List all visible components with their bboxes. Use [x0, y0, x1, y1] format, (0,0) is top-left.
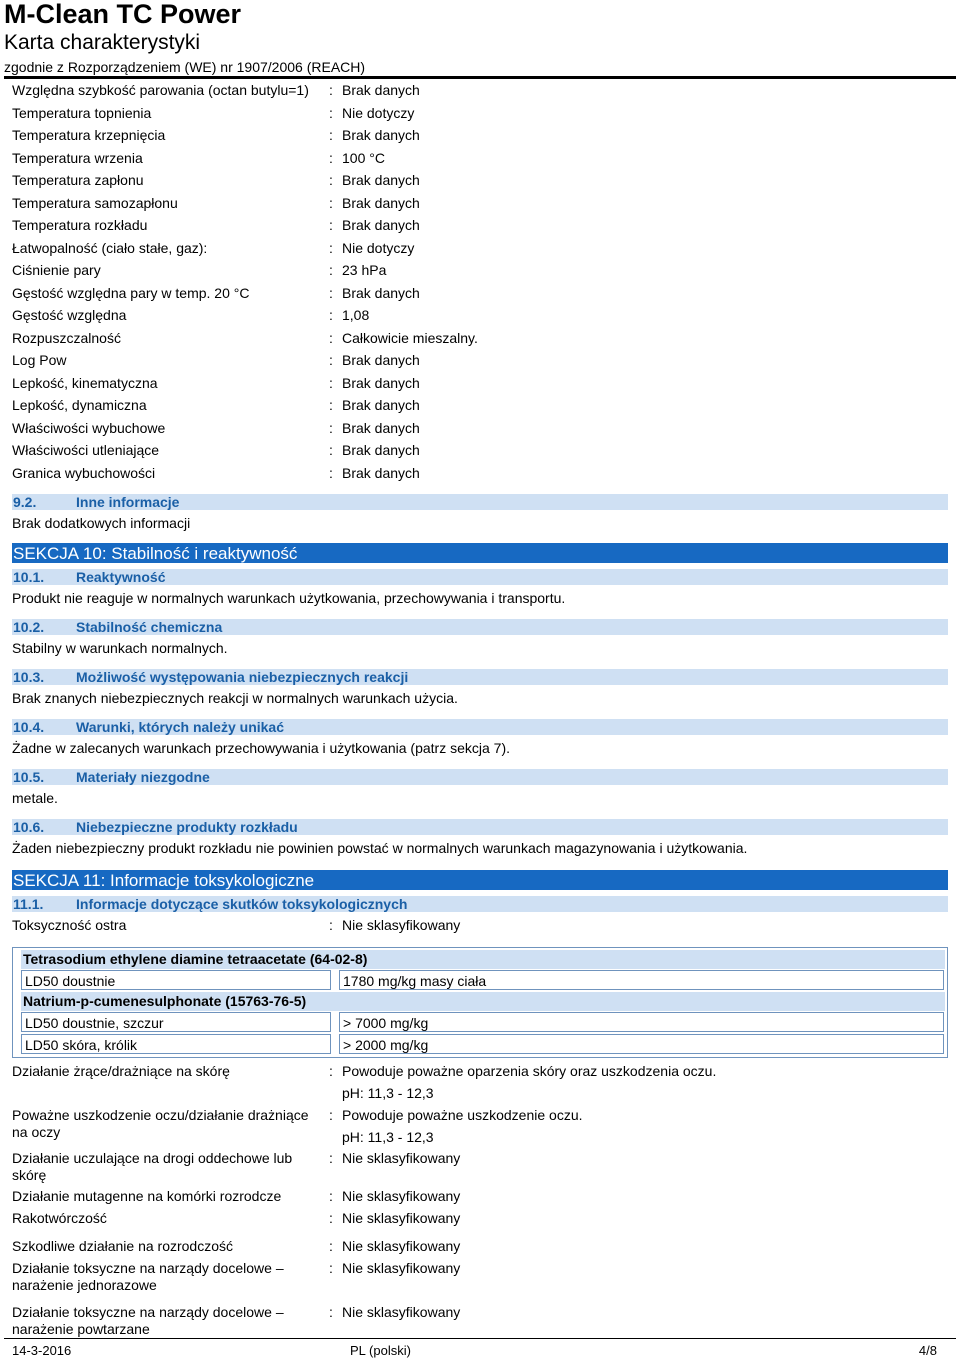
property-value: Brak danych	[342, 284, 420, 301]
subsection-title: Warunki, których należy unikać	[76, 719, 284, 735]
hazard-label: Szkodliwe działanie na rozrodczość	[12, 1237, 233, 1254]
hazard-label: Działanie żrące/drażniące na skórę	[12, 1062, 230, 1079]
property-colon: :	[329, 104, 333, 121]
subsection-heading	[12, 569, 948, 585]
page-content	[12, 79, 948, 1338]
property-value: 100 °C	[342, 149, 385, 166]
property-label: Ciśnienie pary	[12, 262, 101, 278]
hazard-colon: :	[329, 1187, 333, 1204]
hazard-colon: :	[329, 1209, 333, 1226]
subsection-number: 10.4.	[13, 719, 45, 735]
property-value: Brak danych	[342, 127, 420, 143]
property-value: Brak danych	[342, 419, 420, 436]
table-cell-value: > 7000 mg/kg	[339, 1012, 944, 1032]
hazard-label: Działanie toksyczne na narządy docelowe – narażenie powtarzane	[12, 1303, 284, 1337]
property-value: Całkowicie mieszalny.	[342, 329, 478, 346]
property-row	[12, 169, 948, 192]
subsection-heading	[12, 669, 948, 685]
subsection-number: 10.5.	[13, 769, 45, 785]
property-row	[12, 147, 948, 170]
hazard-row	[12, 1304, 948, 1338]
property-colon: :	[329, 464, 333, 481]
subsection-heading	[12, 819, 948, 835]
property-row	[12, 214, 948, 237]
section-10-heading: SEKCJA 10: Stabilność i reaktywność	[12, 543, 948, 563]
hazard-row	[12, 1150, 948, 1188]
hazard-colon: :	[329, 1237, 333, 1254]
section-11-heading: SEKCJA 11: Informacje toksykologiczne	[12, 870, 948, 890]
property-label: Właściwości utleniające	[12, 442, 160, 458]
table-cell-key: LD50 doustnie	[21, 970, 331, 990]
property-row	[12, 417, 948, 440]
property-colon: :	[329, 149, 333, 166]
property-colon: :	[329, 239, 333, 256]
property-label: Rozpuszczalność	[12, 329, 121, 346]
hazard-row	[12, 1238, 948, 1260]
hazard-ph: pH: 11,3 - 12,3	[342, 1084, 434, 1101]
property-label: Granica wybuchowości	[12, 464, 156, 481]
property-row	[12, 349, 948, 372]
hazard-value: Nie sklasyfikowany	[342, 1149, 461, 1166]
property-label: Log Pow	[12, 352, 67, 368]
hazard-label: Działanie mutagenne na komórki rozrodcze	[12, 1187, 282, 1204]
property-label: Lepkość, dynamiczna	[12, 397, 147, 413]
property-colon: :	[329, 419, 333, 436]
property-colon: :	[329, 262, 333, 278]
substance-name: Tetrasodium ethylene diamine tetraacetate (64-02-8)	[21, 950, 945, 969]
hazard-label: Poważne uszkodzenie oczu/działanie drażniące na oczy	[12, 1106, 309, 1140]
property-row	[12, 259, 948, 282]
subsection-title: Reaktywność	[76, 569, 166, 585]
property-label: Temperatura rozkładu	[12, 217, 148, 233]
hazard-value: Nie sklasyfikowany	[342, 1303, 461, 1320]
document-subtitle: Karta charakterystyki	[4, 31, 201, 54]
subsection-text: Brak znanych niebezpiecznych reakcji w normalnych warunkach użycia.	[12, 690, 458, 706]
property-row	[12, 282, 948, 305]
document-language: PL (polski)	[350, 1343, 411, 1358]
footer-rule	[4, 1338, 956, 1339]
property-row	[12, 192, 948, 215]
property-label: Temperatura zapłonu	[12, 172, 144, 188]
property-value: Brak danych	[342, 194, 420, 211]
property-colon: :	[329, 397, 333, 413]
hazard-label: Działanie toksyczne na narządy docelowe – narażenie jednorazowe	[12, 1259, 284, 1293]
property-value: Brak danych	[342, 374, 420, 391]
row-colon: :	[329, 917, 333, 933]
property-value: Nie dotyczy	[342, 239, 415, 256]
table-cell-value: 1780 mg/kg masy ciała	[339, 970, 944, 990]
acute-toxicity-row	[12, 914, 948, 937]
property-colon: :	[329, 329, 333, 346]
revision-date: 14-3-2016	[12, 1343, 72, 1358]
property-value: Brak danych	[342, 442, 420, 458]
property-row	[12, 237, 948, 260]
property-value: Brak danych	[342, 464, 420, 481]
subsection-9-2-heading	[12, 494, 948, 510]
subsection-number: 10.3.	[13, 669, 45, 685]
table-cell-key: LD50 skóra, królik	[21, 1034, 331, 1054]
hazard-value: Powoduje poważne oparzenia skóry oraz uszkodzenia oczu.	[342, 1062, 717, 1079]
property-colon: :	[329, 307, 333, 323]
table-cell-key: LD50 doustnie, szczur	[21, 1012, 331, 1032]
table-cell-value: > 2000 mg/kg	[339, 1034, 944, 1054]
subsection-number: 10.1.	[13, 569, 45, 585]
subsection-11-1-heading	[12, 896, 948, 912]
hazard-colon: :	[329, 1303, 333, 1320]
property-label: Łatwopalność (ciało stałe, gaz):	[12, 239, 208, 256]
table-row	[21, 1012, 945, 1033]
subsection-text: Stabilny w warunkach normalnych.	[12, 640, 228, 656]
hazard-row	[12, 1063, 948, 1107]
property-value: Brak danych	[342, 352, 420, 368]
property-colon: :	[329, 374, 333, 391]
subsection-heading	[12, 619, 948, 635]
hazard-colon: :	[329, 1259, 333, 1276]
property-row	[12, 462, 948, 485]
hazard-row	[12, 1210, 948, 1238]
property-row	[12, 439, 948, 462]
subsection-title: Niebezpieczne produkty rozkładu	[76, 819, 298, 835]
subsection-text: Produkt nie reaguje w normalnych warunkach użytkowania, przechowywania i transportu.	[12, 590, 566, 606]
regulation-note: zgodnie z Rozporządzeniem (WE) nr 1907/2006 (REACH)	[4, 59, 366, 75]
toxicity-table	[12, 947, 948, 1058]
subsection-heading	[12, 769, 948, 785]
property-colon: :	[329, 442, 333, 458]
properties-list	[12, 79, 948, 484]
property-label: Temperatura wrzenia	[12, 149, 143, 166]
property-label: Gęstość względna	[12, 307, 127, 323]
property-value: Brak danych	[342, 82, 420, 98]
document-header	[4, 0, 956, 76]
subsection-title: Możliwość występowania niebezpiecznych reakcji	[76, 669, 409, 685]
property-label: Temperatura krzepnięcia	[12, 127, 166, 143]
property-row	[12, 327, 948, 350]
subsection-title: Stabilność chemiczna	[76, 619, 223, 635]
hazard-value: Nie sklasyfikowany	[342, 1187, 461, 1204]
property-value: Brak danych	[342, 172, 420, 188]
hazard-colon: :	[329, 1106, 333, 1123]
property-row	[12, 372, 948, 395]
subsection-number: 10.6.	[13, 819, 45, 835]
product-title: M-Clean TC Power	[4, 0, 242, 29]
property-colon: :	[329, 82, 333, 98]
property-label: Względna szybkość parowania (octan butylu=1)	[12, 82, 309, 98]
hazard-row	[12, 1188, 948, 1210]
row-value: Nie sklasyfikowany	[342, 917, 461, 933]
subsection-title: Inne informacje	[76, 494, 180, 510]
property-value: 23 hPa	[342, 262, 387, 278]
hazard-ph: pH: 11,3 - 12,3	[342, 1128, 434, 1145]
property-label: Temperatura samozapłonu	[12, 194, 178, 211]
hazard-label: Działanie uczulające na drogi oddechowe lub skórę	[12, 1149, 293, 1183]
property-row	[12, 394, 948, 417]
table-row	[21, 1034, 945, 1055]
property-value: Brak danych	[342, 217, 420, 233]
subsection-9-2-text: Brak dodatkowych informacji	[12, 515, 191, 531]
hazard-list	[12, 1063, 948, 1338]
property-label: Właściwości wybuchowe	[12, 419, 166, 436]
subsection-number: 11.1.	[13, 896, 44, 912]
property-row	[12, 79, 948, 102]
property-colon: :	[329, 194, 333, 211]
property-label: Gęstość względna pary w temp. 20 °C	[12, 284, 250, 301]
property-colon: :	[329, 127, 333, 143]
subsection-text: Żaden niebezpieczny produkt rozkładu nie powinien powstać w normalnych warunkach magazynowania i użytkowania.	[12, 840, 748, 856]
hazard-value: Powoduje poważne uszkodzenie oczu.	[342, 1106, 583, 1123]
hazard-colon: :	[329, 1149, 333, 1166]
section-10-body	[12, 569, 948, 858]
property-value: Brak danych	[342, 397, 420, 413]
property-value: Nie dotyczy	[342, 104, 415, 121]
property-label: Lepkość, kinematyczna	[12, 374, 158, 391]
subsection-title: Materiały niezgodne	[76, 769, 210, 785]
hazard-colon: :	[329, 1062, 333, 1079]
hazard-value: Nie sklasyfikowany	[342, 1237, 461, 1254]
substance-name: Natrium-p-cumenesulphonate (15763-76-5)	[21, 992, 945, 1011]
subsection-heading	[12, 719, 948, 735]
row-label: Toksyczność ostra	[12, 917, 127, 933]
property-value: 1,08	[342, 307, 370, 323]
property-row	[12, 304, 948, 327]
hazard-row	[12, 1107, 948, 1150]
hazard-value: Nie sklasyfikowany	[342, 1259, 461, 1276]
hazard-label: Rakotwórczość	[12, 1209, 107, 1226]
property-label: Temperatura topnienia	[12, 104, 152, 121]
property-colon: :	[329, 172, 333, 188]
hazard-value: Nie sklasyfikowany	[342, 1209, 461, 1226]
property-colon: :	[329, 284, 333, 301]
subsection-number: 9.2.	[13, 494, 37, 510]
page-number: 4/8	[918, 1343, 937, 1358]
property-colon: :	[329, 217, 333, 233]
subsection-text: Żadne w zalecanych warunkach przechowywania i użytkowania (patrz sekcja 7).	[12, 740, 511, 756]
subsection-title: Informacje dotyczące skutków toksykologicznych	[76, 896, 408, 912]
table-row	[21, 970, 945, 991]
property-colon: :	[329, 352, 333, 368]
hazard-row	[12, 1260, 948, 1304]
subsection-number: 10.2.	[13, 619, 45, 635]
subsection-text: metale.	[12, 790, 58, 806]
property-row	[12, 102, 948, 125]
property-row	[12, 124, 948, 147]
